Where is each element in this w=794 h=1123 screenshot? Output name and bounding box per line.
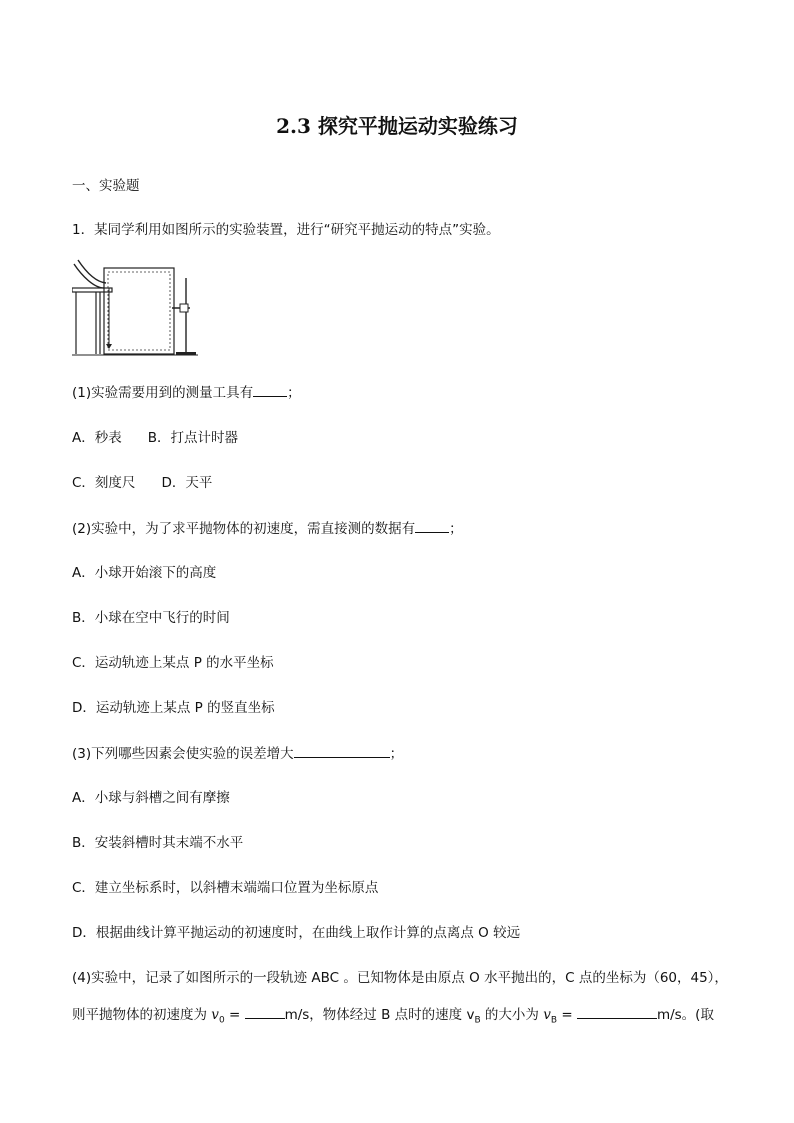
v0-symbol: v	[211, 1007, 219, 1023]
option-b[interactable]: B．打点计时器	[147, 430, 239, 446]
question-1-part-3	[72, 743, 403, 764]
table-top	[72, 288, 112, 292]
options-row	[72, 428, 238, 448]
answer-blank[interactable]	[294, 743, 390, 758]
question-1-part-1	[72, 382, 301, 403]
question-1-part-4-line-2	[72, 1004, 714, 1031]
v0-subscript: 0	[218, 1015, 225, 1026]
page-title: 2.3 探究平抛运动实验练习	[276, 114, 518, 138]
vb-subscript: B	[474, 1015, 481, 1026]
equals-sign: =	[224, 1007, 245, 1023]
prompt-punct: ；	[389, 746, 404, 762]
option-b[interactable]: B．小球在空中飞行的时间	[72, 610, 230, 626]
chute-curve	[74, 264, 104, 288]
equals-sign: =	[557, 1007, 577, 1023]
clamp-block	[180, 304, 188, 312]
apparatus-figure	[72, 258, 198, 358]
prompt-punct: ；	[287, 385, 301, 401]
chute-curve-inner	[78, 260, 106, 283]
text-segment: 则平抛物体的初速度为	[72, 1007, 212, 1023]
section-heading: 一、实验题	[72, 178, 140, 194]
option-d[interactable]: D．天平	[161, 475, 213, 491]
paper	[108, 272, 170, 350]
option-c[interactable]: C．建立坐标系时，以斜槽末端端口位置为坐标原点	[72, 880, 379, 896]
option-d[interactable]: D．根据曲线计算平抛运动的初速度时，在曲线上取作计算的点离点 O 较远	[72, 925, 521, 941]
prompt-text: (1)实验需要用到的测量工具有	[72, 385, 254, 401]
plumb-bob	[106, 344, 112, 349]
prompt-punct: ；	[449, 521, 463, 537]
text-segment: 的大小为	[480, 1007, 544, 1023]
vb-subscript: B	[550, 1015, 558, 1026]
option-c[interactable]: C．刻度尺	[72, 475, 136, 491]
text-segment: m/s，物体经过 B 点时的速度 v	[284, 1007, 475, 1023]
option-a[interactable]: A．小球开始滚下的高度	[72, 565, 217, 581]
option-a[interactable]: A．秒表	[72, 430, 122, 446]
options-row	[72, 473, 212, 493]
text-segment: m/s。(取	[656, 1007, 714, 1023]
v0-answer-blank[interactable]	[245, 1004, 285, 1019]
option-b[interactable]: B．安装斜槽时其末端不水平	[72, 835, 244, 851]
option-a[interactable]: A．小球与斜槽之间有摩擦	[72, 790, 230, 806]
answer-blank[interactable]	[415, 518, 449, 533]
vb-symbol: v	[543, 1007, 551, 1023]
answer-blank[interactable]	[253, 382, 287, 397]
board	[104, 268, 174, 354]
option-d[interactable]: D．运动轨迹上某点 P 的竖直坐标	[72, 700, 275, 716]
prompt-text: (2)实验中，为了求平抛物体的初速度，需直接测的数据有	[72, 521, 416, 537]
prompt-text: (3)下列哪些因素会使实验的误差增大	[72, 746, 294, 762]
question-1-part-4-line-1: (4)实验中，记录了如图所示的一段轨迹 ABC 。已知物体是由原点 O 水平抛出的，C 点的坐标为（60，45），	[72, 970, 728, 986]
vb-answer-blank[interactable]	[577, 1004, 657, 1019]
question-1-stem: 1．某同学利用如图所示的实验装置，进行“研究平抛运动的特点”实验。	[72, 222, 500, 238]
option-c[interactable]: C．运动轨迹上某点 P 的水平坐标	[72, 655, 274, 671]
question-1-part-2	[72, 518, 463, 539]
